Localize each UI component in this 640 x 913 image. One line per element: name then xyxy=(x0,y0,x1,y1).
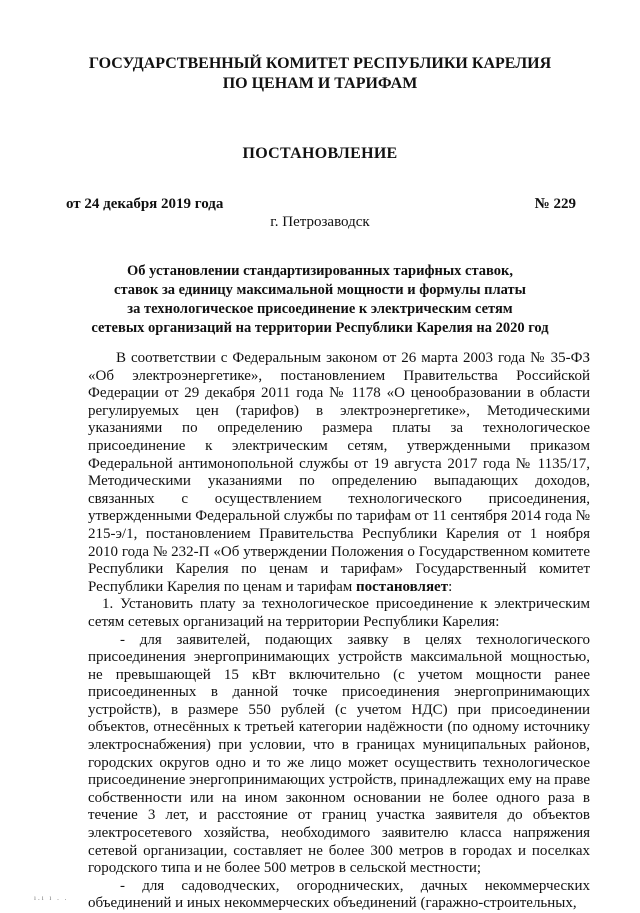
sub-item-2-paragraph: - для садоводческих, огороднических, дачных некоммерческих объединений и иных некоммерческих объединений (гаражно-строительных, xyxy=(88,877,590,912)
item-1-paragraph: 1. Установить плату за технологическое присоединение к электрическим сетям сетевых организаций на территории Республики Карелия: xyxy=(88,596,590,630)
org-line-1: ГОСУДАРСТВЕННЫЙ КОМИТЕТ РЕСПУБЛИКИ КАРЕЛИЯ xyxy=(88,55,552,72)
preamble-paragraph xyxy=(88,350,590,596)
resolves-colon: : xyxy=(448,578,453,595)
resolves-word: постановляет xyxy=(356,578,449,595)
org-line-2: ПО ЦЕНАМ И ТАРИФАМ xyxy=(222,75,418,92)
document-date: от 24 декабря 2019 года xyxy=(66,196,224,212)
document-number: № 229 xyxy=(534,196,576,212)
document-city: г. Петрозаводск xyxy=(270,214,370,230)
title-line-4: сетевых организаций на территории Республики Карелия на 2020 год xyxy=(91,320,549,336)
scan-marks: ı.ı ı . . xyxy=(34,894,69,902)
issuing-authority xyxy=(60,54,580,94)
title-line-2: ставок за единицу максимальной мощности и формулы платы xyxy=(114,282,526,298)
sub-item-1-paragraph: - для заявителей, подающих заявку в целях технологического присоединения энергопринимающих устройств максимальной мощностью, не превышающей 15 кВт включительно (с учетом мощности ранее присоединенных в данной точке присоединения энергопринимающих устройств), в размере 550 рублей (с учетом НДС) при присоединении объектов, отнесённых к третьей категории надёжности (по одному источнику электроснабжения) при условии, что в границах муниципальных районов, городских округов одно и то же лицо может осуществить технологическое присоединение энергопринимающих устройств, принадлежащих ему на праве собственности или на ином законном основании не более одного раза в течение 3 лет, и расстояние от границ участка заявителя до объектов электросетевого хозяйства, необходимого заявителю класса напряжения сетевой организации, составляет не более 300 метров в городах и поселках городского типа и не более 500 метров в сельской местности; xyxy=(88,631,591,877)
title-line-3: за технологическое присоединение к электрическим сетям xyxy=(127,301,513,317)
document-type: ПОСТАНОВЛЕНИЕ xyxy=(242,145,398,162)
preamble-text: В соответствии с Федеральным законом от 26 марта 2003 года № 35-ФЗ «Об электроэнергетике», постановлением Правительства Российской Федерации от 29 декабря 2011 года № 1178 «О ценообразовании в области регулируемых цен (тарифов) в электроэнергетике», Методическими указаниями по определению размера платы за технологическое присоединение к электрическим сетям, утвержденными приказом Федеральной антимонопольной службы от 19 августа 2017 года № 1135/17, Методическими указаниями по определению выпадающих доходов, связанных с осуществлением технологического присоединения, утвержденными Федеральной службы по тарифам от 11 сентября 2014 года № 215-э/1, постановлением Правительства Республики Карелия от 1 ноября 2010 года № 232-П «Об утверждении Положения о Государственном комитете Республики Карелия по ценам и тарифам» Государственный комитет Республики Карелия по ценам и тарифам xyxy=(88,350,590,595)
title-line-1: Об установлении стандартизированных тарифных ставок, xyxy=(127,263,513,279)
document-title xyxy=(60,262,580,338)
document-body xyxy=(88,350,590,913)
